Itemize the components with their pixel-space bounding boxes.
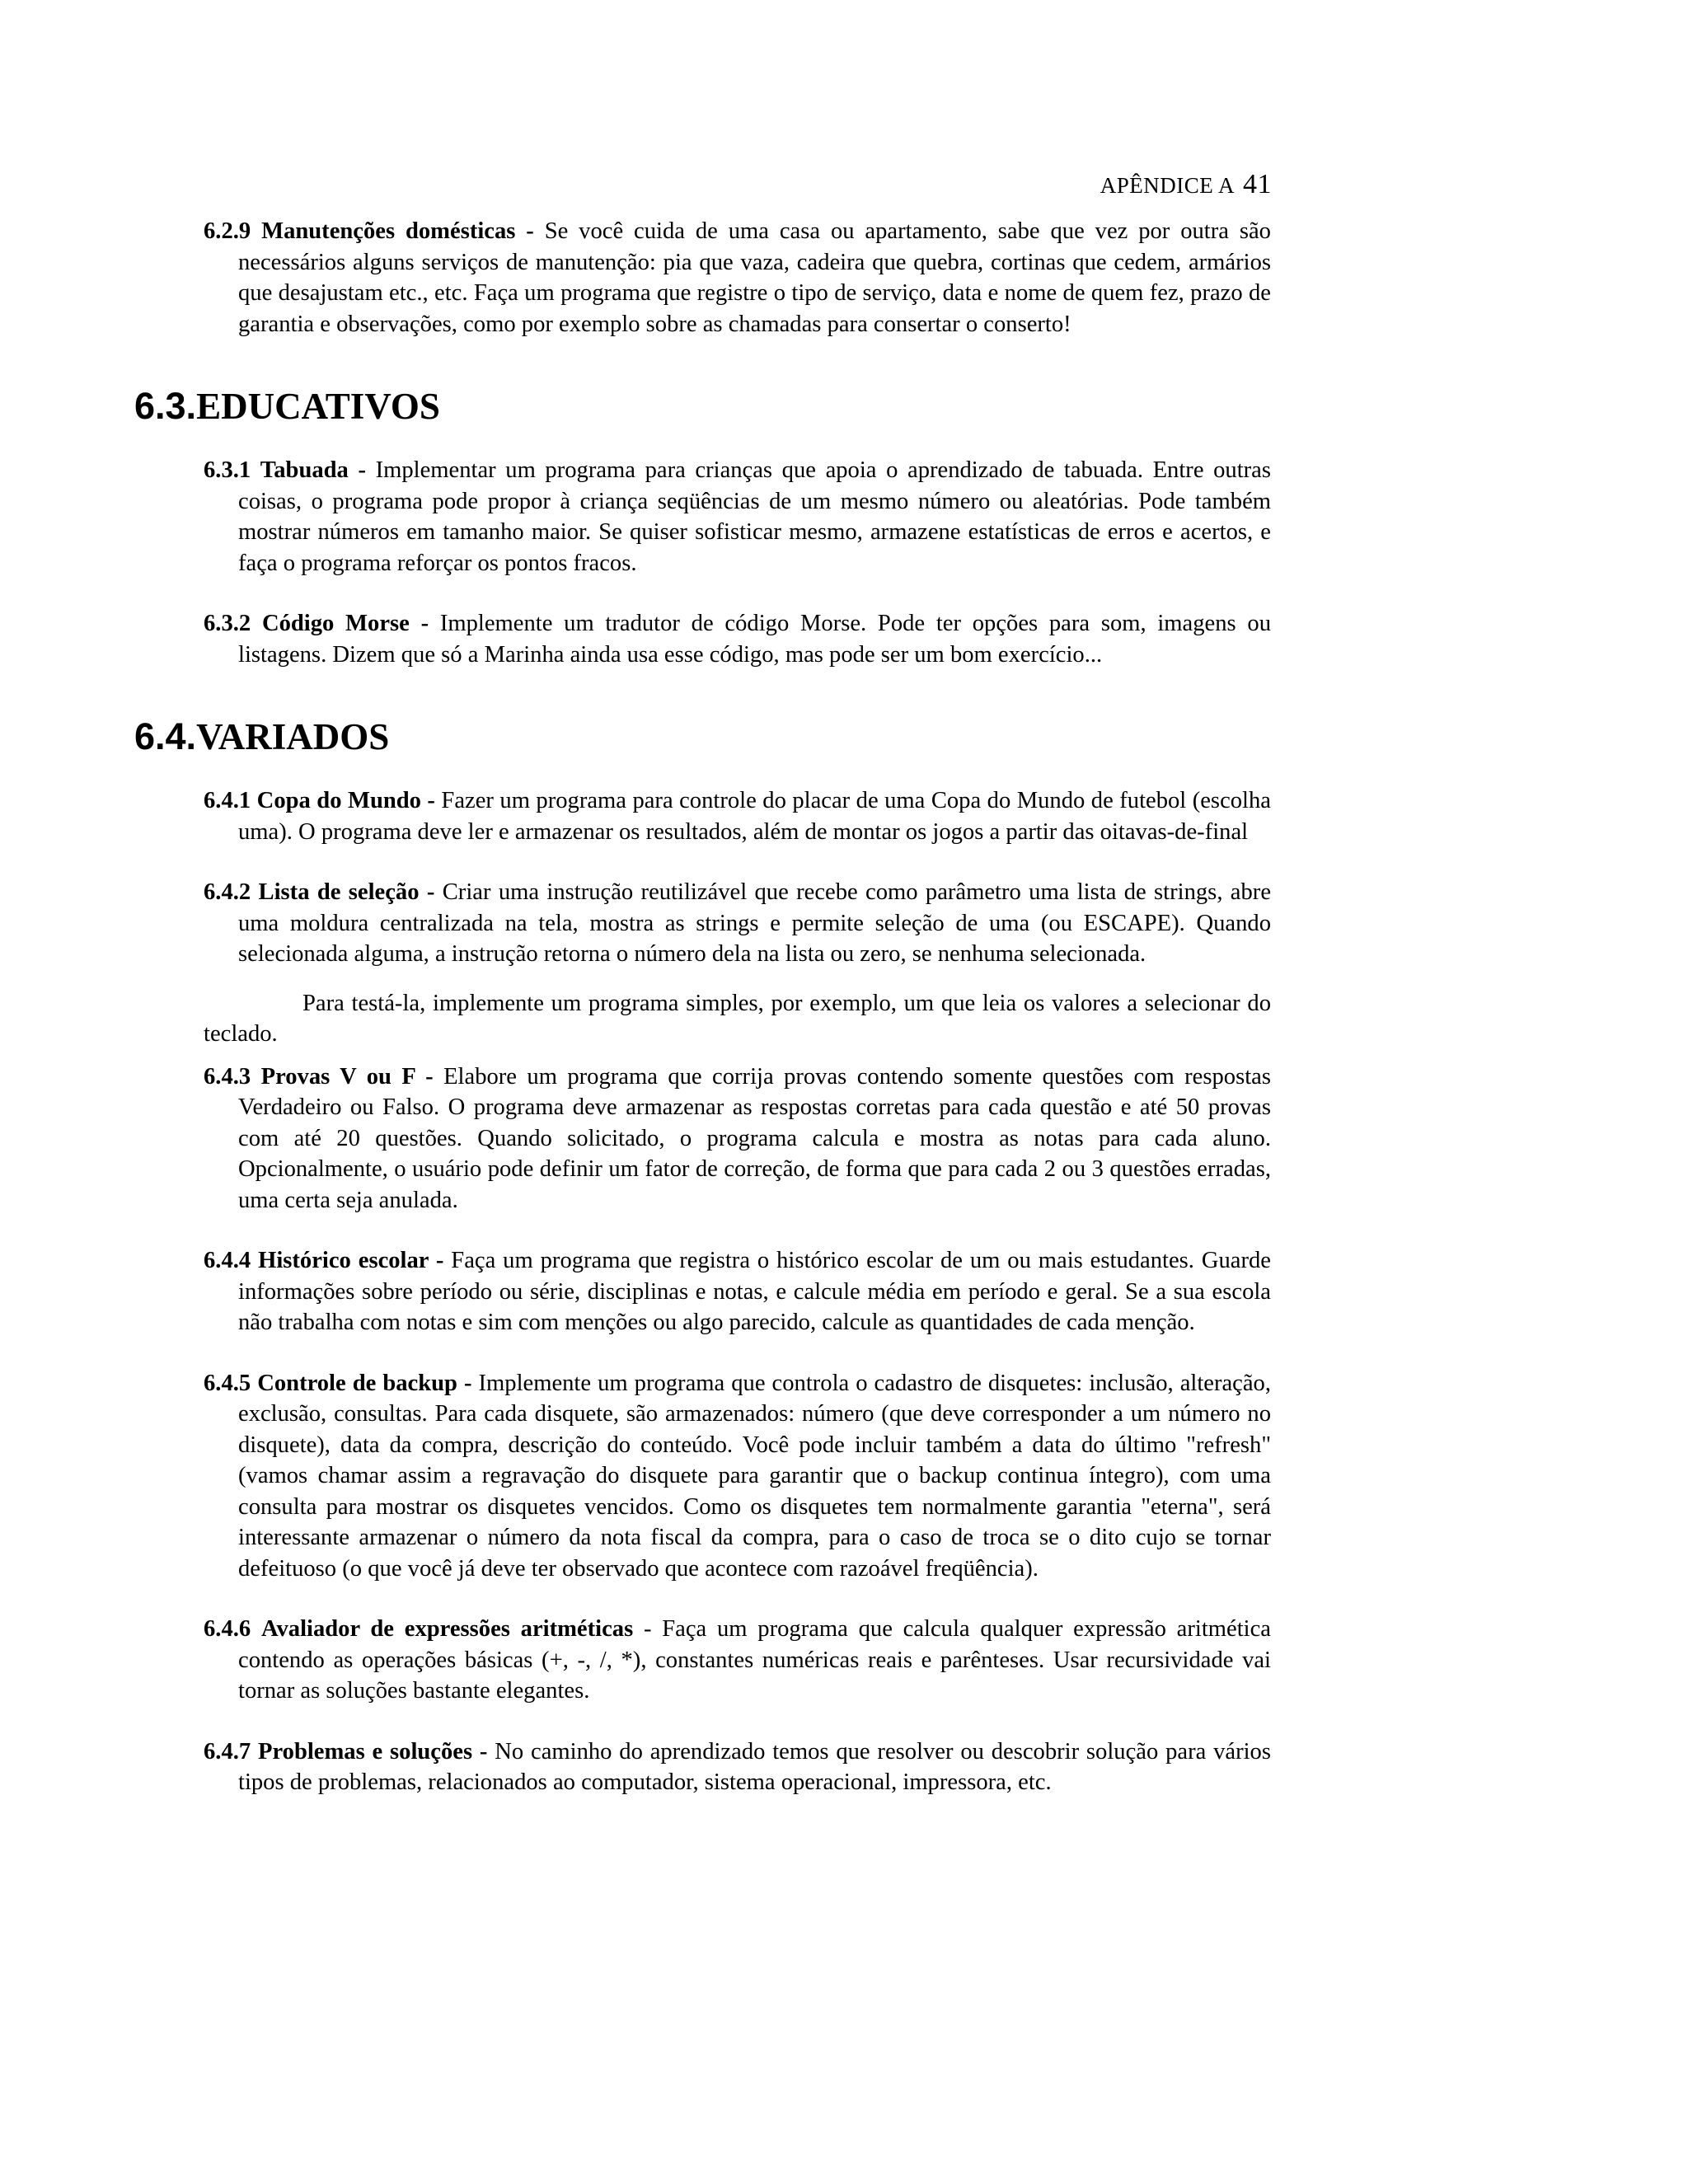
item-6-4-3: [204, 1062, 1271, 1216]
item-title: Avaliador de expressões aritméticas: [260, 1616, 634, 1642]
section-heading-educativos: [134, 384, 1271, 429]
item-number: 6.4.5: [204, 1370, 251, 1396]
item-6-4-2: [204, 877, 1271, 1050]
item-text: Elabore um programa que corrija provas contendo somente questões com respostas Verdadeiro ou Falso. O programa deve armazenar as respostas corretas para cada questão e até 50 provas com até 20 questões. Quando solicitado, o programa calcula e mostra as notas para cada aluno. Opcionalmente, o usuário pode definir um fator de correção, de forma que para cada 2 ou 3 questões erradas, uma certa seja anulada.: [238, 1063, 1271, 1213]
item-text: Implemente um programa que controla o cadastro de disquetes: inclusão, alteração, exclusão, consultas. Para cada disquete, são armazenados: número (que deve corresponder a um número no disquete), data da compra, descrição do conteúdo. Você pode incluir também a data do último "refresh" (vamos chamar assim a regravação do disquete para garantir que o backup continua íntegro), com uma consulta para mostrar os disquetes vencidos. Como os disquetes tem normalmente garantia "eterna", será interessante armazenar o número da nota fiscal da compra, para o caso de troca se o dito cujo se tornar defeituoso (o que você já deve ter observado que acontece com razoável freqüência).: [238, 1370, 1272, 1582]
item-6-2-9: [204, 216, 1271, 340]
item-title: Copa do Mundo -: [256, 788, 435, 813]
item-text: Faça um programa que registra o histórico escolar de um ou mais estudantes. Guarde informações sobre período ou série, disciplinas e notas, e calcule média em período e geral. Se a sua escola não trabalha com notas e sim com menções ou algo parecido, calcule as quantidades de cada menção.: [238, 1248, 1271, 1335]
item-6-4-5: [204, 1368, 1271, 1585]
section-title: EDUCATIVOS: [196, 386, 440, 427]
item-6-4-7: [204, 1736, 1271, 1798]
item-number: 6.2.9: [204, 218, 251, 244]
running-title: APÊNDICE A: [1100, 173, 1235, 198]
item-text: Fazer um programa para controle do placar de uma Copa do Mundo de futebol (escolha uma). O programa deve ler e armazenar os resultados, além de montar os jogos a partir das oitavas-de-final: [238, 788, 1271, 845]
item-6-3-2: [204, 608, 1271, 670]
item-number: 6.4.3: [204, 1063, 251, 1090]
item-number: 6.3.1: [204, 457, 251, 483]
item-title: Tabuada -: [260, 457, 366, 483]
page-number: 41: [1243, 169, 1272, 199]
item-text: Implemente um tradutor de código Morse. Pode ter opções para som, imagens ou listagens. Dizem que só a Marinha ainda usa esse código, mas pode ser um bom exercício...: [238, 611, 1271, 668]
item-number: 6.3.2: [204, 611, 251, 636]
item-title: Problemas e soluções -: [258, 1738, 488, 1765]
item-6-3-1: [204, 455, 1271, 579]
item-title: Código Morse -: [261, 611, 429, 636]
item-6-4-1: [204, 785, 1271, 847]
item-6-4-4: [204, 1245, 1271, 1338]
item-text: Se você cuida de uma casa ou apartamento, sabe que vez por outra são necessários alguns serviços de manutenção: pia que vaza, cadeira que quebra, cortinas que cedem, armários que desajustam etc., etc. Faça um programa que registre o tipo de serviço, data e nome de quem fez, prazo de garantia e observações, como por exemplo sobre as chamadas para consertar o conserto!: [238, 218, 1271, 337]
item-paragraph: Para testá-la, implemente um programa simples, por exemplo, um que leia os valores a selecionar do teclado.: [204, 990, 1271, 1047]
item-title: Provas V ou F -: [260, 1063, 434, 1090]
item-title: Histórico escolar -: [258, 1248, 444, 1273]
item-number: 6.4.7: [204, 1738, 251, 1765]
item-title: Controle de backup -: [257, 1370, 472, 1396]
running-header: [1100, 169, 1272, 200]
item-number: 6.4.2: [204, 879, 251, 905]
item-6-4-6: [204, 1614, 1271, 1707]
item-text: Criar uma instrução reutilizável que recebe como parâmetro uma lista de strings, abre uma moldura centralizada na tela, mostra as strings e permite seleção de uma (ou ESCAPE). Quando selecionada alguma, a instrução retorna o número dela na lista ou zero, se nenhuma selecionada.: [238, 879, 1272, 967]
section-heading-variados: [134, 715, 1271, 759]
item-number: 6.4.1: [204, 788, 251, 813]
item-title: Lista de seleção -: [258, 879, 435, 905]
section-title: VARIADOS: [196, 716, 390, 757]
item-title: Manutenções domésticas -: [261, 218, 534, 244]
section-number: 6.4.: [134, 715, 197, 757]
item-number: 6.4.6: [204, 1616, 251, 1642]
item-number: 6.4.4: [204, 1248, 251, 1273]
section-number: 6.3.: [134, 385, 197, 427]
page-content: [134, 216, 1272, 1798]
item-text: Implementar um programa para crianças que apoia o aprendizado de tabuada. Entre outras coisas, o programa pode propor à criança seqüências de um mesmo número ou aleatórias. Pode também mostrar números em tamanho maior. Se quiser sofisticar mesmo, armazene estatísticas de erros e acertos, e faça o programa reforçar os pontos fracos.: [238, 457, 1271, 576]
item-text: No caminho do aprendizado temos que resolver ou descobrir solução para vários tipos de problemas, relacionados ao computador, sistema operacional, impressora, etc.: [238, 1738, 1271, 1795]
item-text: - Faça um programa que calcula qualquer expressão aritmética contendo as operações básicas (+, -, /, *), constantes numéricas reais e parênteses. Usar recursividade vai tornar as soluções bastante elegantes.: [238, 1616, 1271, 1704]
